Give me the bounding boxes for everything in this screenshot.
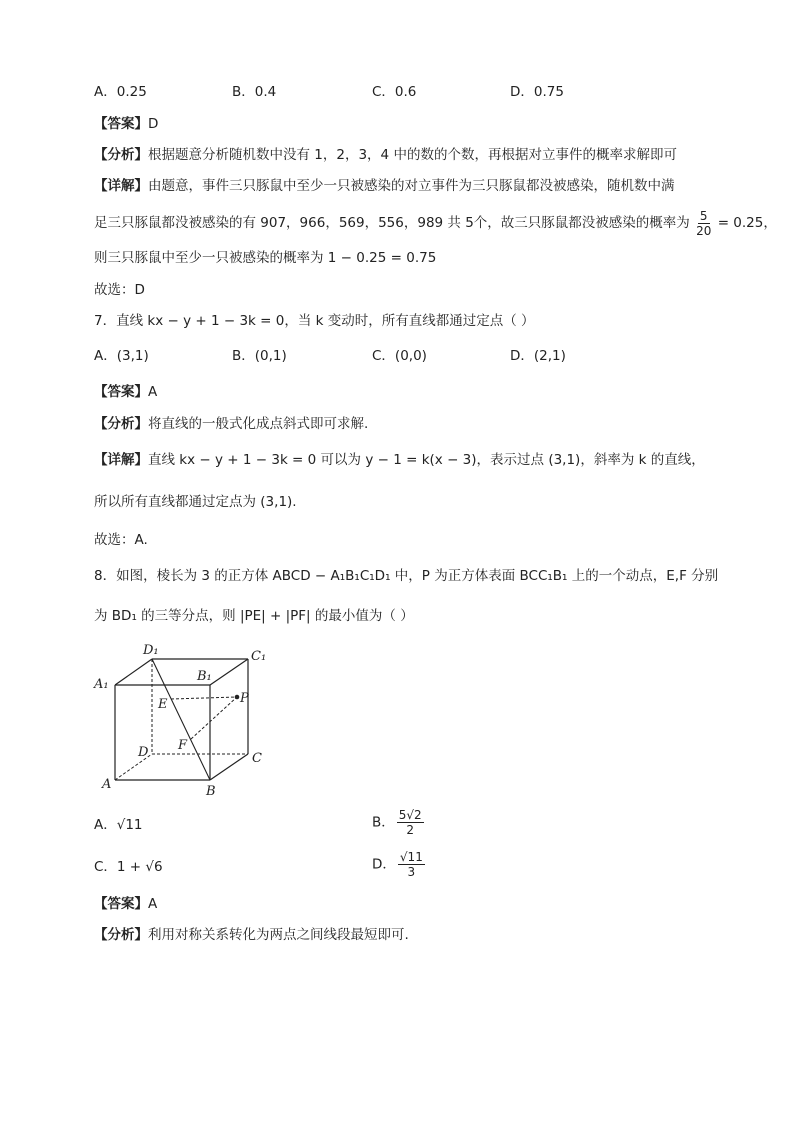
detail-text: 足三只豚鼠都没被感染的有 907，966，569，556，989 共 5个，故三只豚鼠都没被感染的概率为 (94, 215, 690, 231)
detail-text: 直线 kx − y + 1 − 3k = 0 可以为 y − 1 = k(x − 3)，表示过点 (3,1)，斜率为 k 的直线， (148, 452, 705, 468)
detail-tag: 【详解】 (94, 178, 148, 194)
q6-option-c: C．0.6 (372, 84, 417, 100)
analysis-text: 将直线的一般式化成点斜式即可求解. (148, 416, 369, 432)
fraction-numerator: 5√2 (398, 808, 422, 822)
q6-analysis (94, 145, 677, 165)
label-c: C (252, 751, 262, 766)
q8-stem-line-2: 为 BD₁ 的三等分点，则 |PE| + |PF| 的最小值为（ ） (94, 608, 414, 624)
q8-answer (94, 894, 157, 914)
q7-stem: 7．直线 kx − y + 1 − 3k = 0，当 k 变动时，所有直线都通过定点（ ） (94, 313, 535, 329)
q6-option-d: D．0.75 (510, 84, 564, 100)
label-b1: B₁ (197, 669, 212, 684)
q7-option-b: B．(0,1) (232, 348, 287, 364)
q7-option-c: C．(0,0) (372, 348, 427, 364)
q6-option-b: B．0.4 (232, 84, 277, 100)
q6-option-a: A．0.25 (94, 84, 147, 100)
q8-option-d (372, 850, 427, 879)
label-d: D (138, 745, 149, 760)
q7-detail-line-1 (94, 450, 705, 470)
option-label: B． (372, 814, 395, 831)
q8-option-b (372, 808, 426, 837)
q6-detail-line-1 (94, 176, 675, 196)
label-f: F (178, 738, 188, 753)
label-p: P (240, 691, 249, 706)
q7-option-a: A．(3,1) (94, 348, 149, 364)
q7-conclusion: 故选：A. (94, 532, 148, 548)
answer-value: D (148, 116, 159, 132)
fraction-denominator: 3 (407, 865, 416, 879)
label-b: B (206, 784, 216, 799)
q7-answer (94, 382, 157, 402)
q6-detail-line-3: 则三只豚鼠中至少一只被感染的概率为 1 − 0.25 = 0.75 (94, 250, 437, 266)
segment-pe (171, 697, 237, 699)
answer-value: A (148, 896, 158, 912)
detail-tag: 【详解】 (94, 452, 148, 468)
analysis-tag: 【分析】 (94, 927, 148, 943)
segment-pf (191, 697, 237, 739)
label-c1: C₁ (251, 649, 267, 664)
label-d1: D₁ (143, 643, 159, 658)
answer-tag: 【答案】 (94, 116, 148, 132)
q6-conclusion: 故选：D (94, 282, 145, 298)
fraction-numerator: √11 (399, 850, 423, 864)
label-e: E (158, 697, 168, 712)
q7-analysis (94, 414, 368, 434)
analysis-text: 利用对称关系转化为两点之间线段最短即可. (148, 927, 409, 943)
point-p (235, 695, 240, 700)
fraction (696, 209, 711, 238)
answer-tag: 【答案】 (94, 384, 148, 400)
label-a: A (102, 777, 112, 792)
fraction-denominator: 20 (696, 223, 712, 238)
analysis-tag: 【分析】 (94, 147, 148, 163)
edge-bc (210, 754, 248, 780)
detail-text: 由题意，事件三只豚鼠中至少一只被感染的对立事件为三只豚鼠都没被感染，随机数中满 (148, 178, 675, 194)
q8-stem-line-1: 8．如图，棱长为 3 的正方体 ABCD − A₁B₁C₁D₁ 中，P 为正方体表面 BCC₁B₁ 上的一个动点，E,F 分别 (94, 568, 719, 584)
analysis-tag: 【分析】 (94, 416, 148, 432)
edge-b1c1 (210, 659, 248, 685)
q6-answer (94, 114, 158, 134)
fraction-denominator: 2 (406, 823, 415, 837)
option-label: D． (372, 856, 396, 873)
q7-option-d: D．(2,1) (510, 348, 566, 364)
cube-figure (90, 638, 280, 804)
fraction (398, 850, 425, 879)
fraction-numerator: 5 (699, 208, 708, 223)
q7-detail-line-2: 所以所有直线都通过定点为 (3,1). (94, 494, 297, 510)
answer-tag: 【答案】 (94, 896, 148, 912)
detail-text: = 0.25， (717, 215, 777, 231)
label-a1: A₁ (94, 677, 109, 692)
answer-value: A (148, 384, 158, 400)
q8-option-c: C．1 + √6 (94, 859, 163, 875)
analysis-text: 根据题意分析随机数中没有 1，2，3，4 中的数的个数，再根据对立事件的概率求解即可 (148, 147, 677, 163)
edge-a1d1 (115, 659, 152, 685)
q6-detail-line-2 (94, 208, 777, 238)
fraction (397, 808, 424, 837)
q8-analysis (94, 925, 409, 945)
q8-option-a: A．√11 (94, 817, 143, 833)
